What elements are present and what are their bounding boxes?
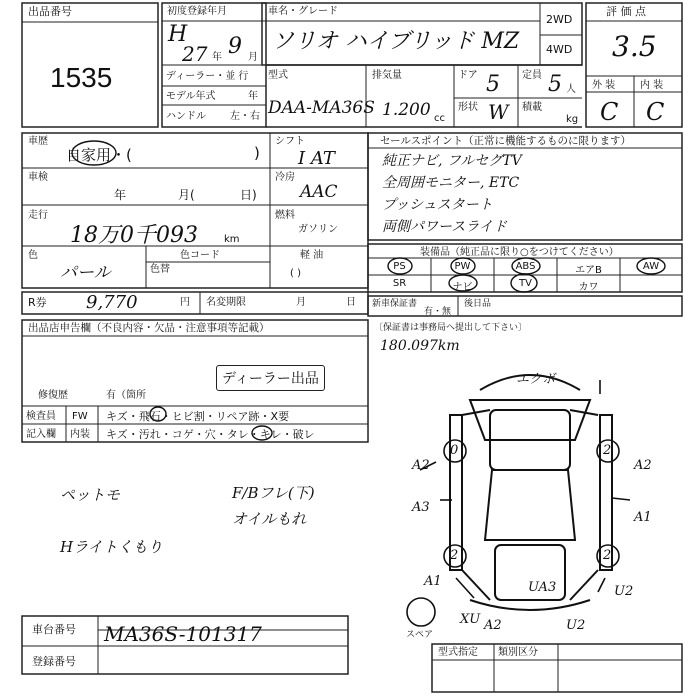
diagram-note-a1-right: A1	[634, 510, 652, 525]
warranty-note-value: 180.097km	[380, 338, 460, 354]
color-code-label: 色コード	[180, 250, 220, 261]
sales-point-3: プッシュスタート	[382, 197, 493, 213]
remark-1: ペットモ	[60, 486, 121, 504]
fw-label: FW	[72, 411, 88, 422]
color-label: 色	[28, 250, 38, 261]
interior-label: 内 装	[640, 80, 664, 91]
inspector-label: 検査員	[26, 411, 56, 422]
diagram-note-u2-right: U2	[614, 584, 634, 599]
mileage-unit: km	[224, 234, 240, 245]
shift-value: I AT	[298, 148, 335, 169]
registration-era: H	[168, 22, 188, 47]
shape-value: W	[488, 100, 509, 124]
sales-point-4: 両側パワースライド	[382, 219, 507, 235]
warranty-note-label: 〔保証書は事務局へ提出して下さい〕	[374, 323, 528, 333]
tire-mark-front-right: 2	[603, 443, 612, 458]
inspection-month: 月(	[178, 188, 195, 202]
diagram-note-a2-right: A2	[634, 458, 652, 473]
diagram-note-u2-bottom: U2	[566, 618, 586, 633]
load-unit: kg	[566, 114, 579, 125]
displacement-label: 排気量	[372, 70, 402, 81]
diagram-note-a3-left: A3	[412, 500, 430, 515]
load-label: 積載	[522, 102, 542, 113]
car-name: ソリオ ハイブリッド MZ	[272, 29, 520, 54]
recycle-value: 9,770	[86, 292, 138, 313]
chassis-number: MA36S-101317	[104, 622, 262, 646]
car-diagram	[450, 375, 612, 610]
equip-abs: ABS	[515, 261, 536, 272]
equip-leather: カワ	[578, 282, 599, 293]
registration-month: 9	[228, 34, 242, 59]
registration-year-unit: 年	[212, 52, 222, 63]
plate-label: 登録番号	[32, 655, 76, 668]
remark-4: Hライトくもり	[60, 538, 163, 556]
class-label: 類別区分	[498, 647, 538, 658]
shape-label: 形状	[458, 102, 478, 113]
exterior-grade: C	[600, 98, 619, 126]
diagram-note-a1-left: A1	[424, 574, 442, 589]
capacity-value: 5	[548, 72, 562, 97]
recycle-label: R券	[28, 296, 47, 309]
name-change-label: 名変期限	[206, 297, 246, 308]
type-designation-label: 型式指定	[438, 647, 478, 658]
record-label: 後日品	[464, 299, 492, 309]
sales-point-2: 全周囲モニター, ETC	[382, 175, 520, 191]
doors-label: ドア	[458, 70, 478, 81]
equip-sr: SR	[392, 278, 407, 289]
equip-airbag: エアB	[575, 265, 602, 276]
diagram-note-a2-bottom: A2	[484, 618, 502, 633]
recycle-unit: 円	[180, 297, 190, 308]
fw-text: キズ・飛石・ヒビ割・リペア跡・X要	[106, 410, 290, 423]
name-change-month: 月	[296, 297, 306, 308]
capacity-unit: 人	[566, 84, 576, 95]
dealer-listing-badge: ディーラー出品	[216, 365, 325, 391]
diagram-note-ua3: UA3	[528, 580, 557, 595]
inspection-year: 年	[114, 188, 127, 202]
lot-label: 出品番号	[28, 5, 72, 18]
dealer-label: ディーラー・並 行	[166, 71, 249, 82]
tire-mark-rear-right: 2	[603, 548, 612, 563]
capacity-label: 定員	[522, 70, 542, 81]
aircon-label: 冷房	[275, 172, 295, 183]
fuel-other: ( )	[290, 268, 301, 279]
seller-notes-label: 出品店申告欄（不良内容・欠品・注意事項等記載）	[28, 322, 270, 334]
doors-value: 5	[486, 72, 500, 97]
color-change-label: 色替	[150, 264, 170, 275]
history-close: )	[254, 144, 260, 162]
shift-label: シフト	[275, 136, 305, 147]
sales-point-1: 純正ナビ, フルセグTV	[382, 153, 522, 169]
remark-3: オイルもれ	[232, 510, 307, 528]
mileage-label: 走行	[28, 210, 48, 221]
registration-label: 初度登録年月	[167, 6, 227, 17]
equipment-label: 装備品（純正品に限り○をつけてください）	[420, 247, 619, 258]
tire-mark-rear-left: 2	[450, 548, 459, 563]
model-year-unit: 年	[248, 91, 258, 102]
lot-number: 1535	[50, 62, 113, 93]
diagram-note-top: エクボ	[516, 372, 556, 387]
mileage-value: 18万0千093	[70, 223, 198, 248]
warranty-value: 有・無	[424, 307, 452, 317]
handle-value: 左・右	[230, 111, 260, 122]
color-value: パール	[60, 263, 111, 283]
spare-label: スペア	[406, 630, 434, 640]
tire-mark-front-left: 0	[450, 443, 459, 458]
inspection-label: 車検	[28, 172, 48, 183]
equip-pw: PW	[454, 261, 471, 272]
grade-label: 評 価 点	[606, 5, 646, 18]
interior-check-label: 内装	[70, 429, 90, 440]
history-label: 車歴	[28, 136, 48, 147]
interior-grade: C	[646, 98, 665, 126]
fuel-gasoline: ガソリン	[298, 224, 338, 235]
displacement-unit: cc	[434, 113, 445, 124]
exterior-label: 外 装	[592, 80, 616, 91]
interior-check-text: キズ・汚れ・コゲ・穴・タレ・キレ・破レ	[106, 428, 315, 441]
aircon-value: AAC	[300, 182, 338, 202]
history-value: 自家用・(	[66, 146, 132, 164]
equip-ps: PS	[393, 261, 406, 272]
diagram-note-xu: XU	[460, 612, 481, 627]
4wd-label: 4WD	[546, 43, 573, 56]
remark-2: F/Bフレ(下)	[232, 484, 315, 502]
fuel-diesel: 軽 油	[300, 250, 324, 261]
2wd-label: 2WD	[546, 13, 573, 26]
car-name-label: 車名・グレード	[268, 6, 338, 17]
fuel-label: 燃料	[275, 210, 295, 221]
repair-history-label: 修復歴	[38, 390, 68, 401]
model-year-label: モデル年式	[166, 91, 216, 102]
registration-month-unit: 月	[248, 52, 258, 63]
repair-history-value: 有（箇所	[106, 390, 146, 401]
chassis-label: 車台番号	[32, 623, 76, 636]
type-label: 型式	[268, 70, 288, 81]
sales-points-label: セールスポイント（正常に機能するものに限ります）	[380, 135, 632, 147]
diagram-note-a2-left: A2	[412, 458, 430, 473]
grade-value: 3.5	[612, 30, 657, 63]
inspection-day: 日)	[240, 188, 257, 202]
type-value: DAA-MA36S	[268, 98, 375, 118]
equip-tv: TV	[519, 278, 532, 289]
equip-navi: ナビ	[452, 282, 473, 293]
registration-year: 27	[182, 42, 208, 66]
entry-label: 記入欄	[26, 429, 56, 440]
handle-label: ハンドル	[166, 111, 206, 122]
name-change-day: 日	[346, 297, 356, 308]
warranty-label: 新車保証書	[372, 299, 418, 309]
displacement-value: 1.200	[382, 100, 431, 120]
equip-aw: AW	[642, 261, 660, 272]
